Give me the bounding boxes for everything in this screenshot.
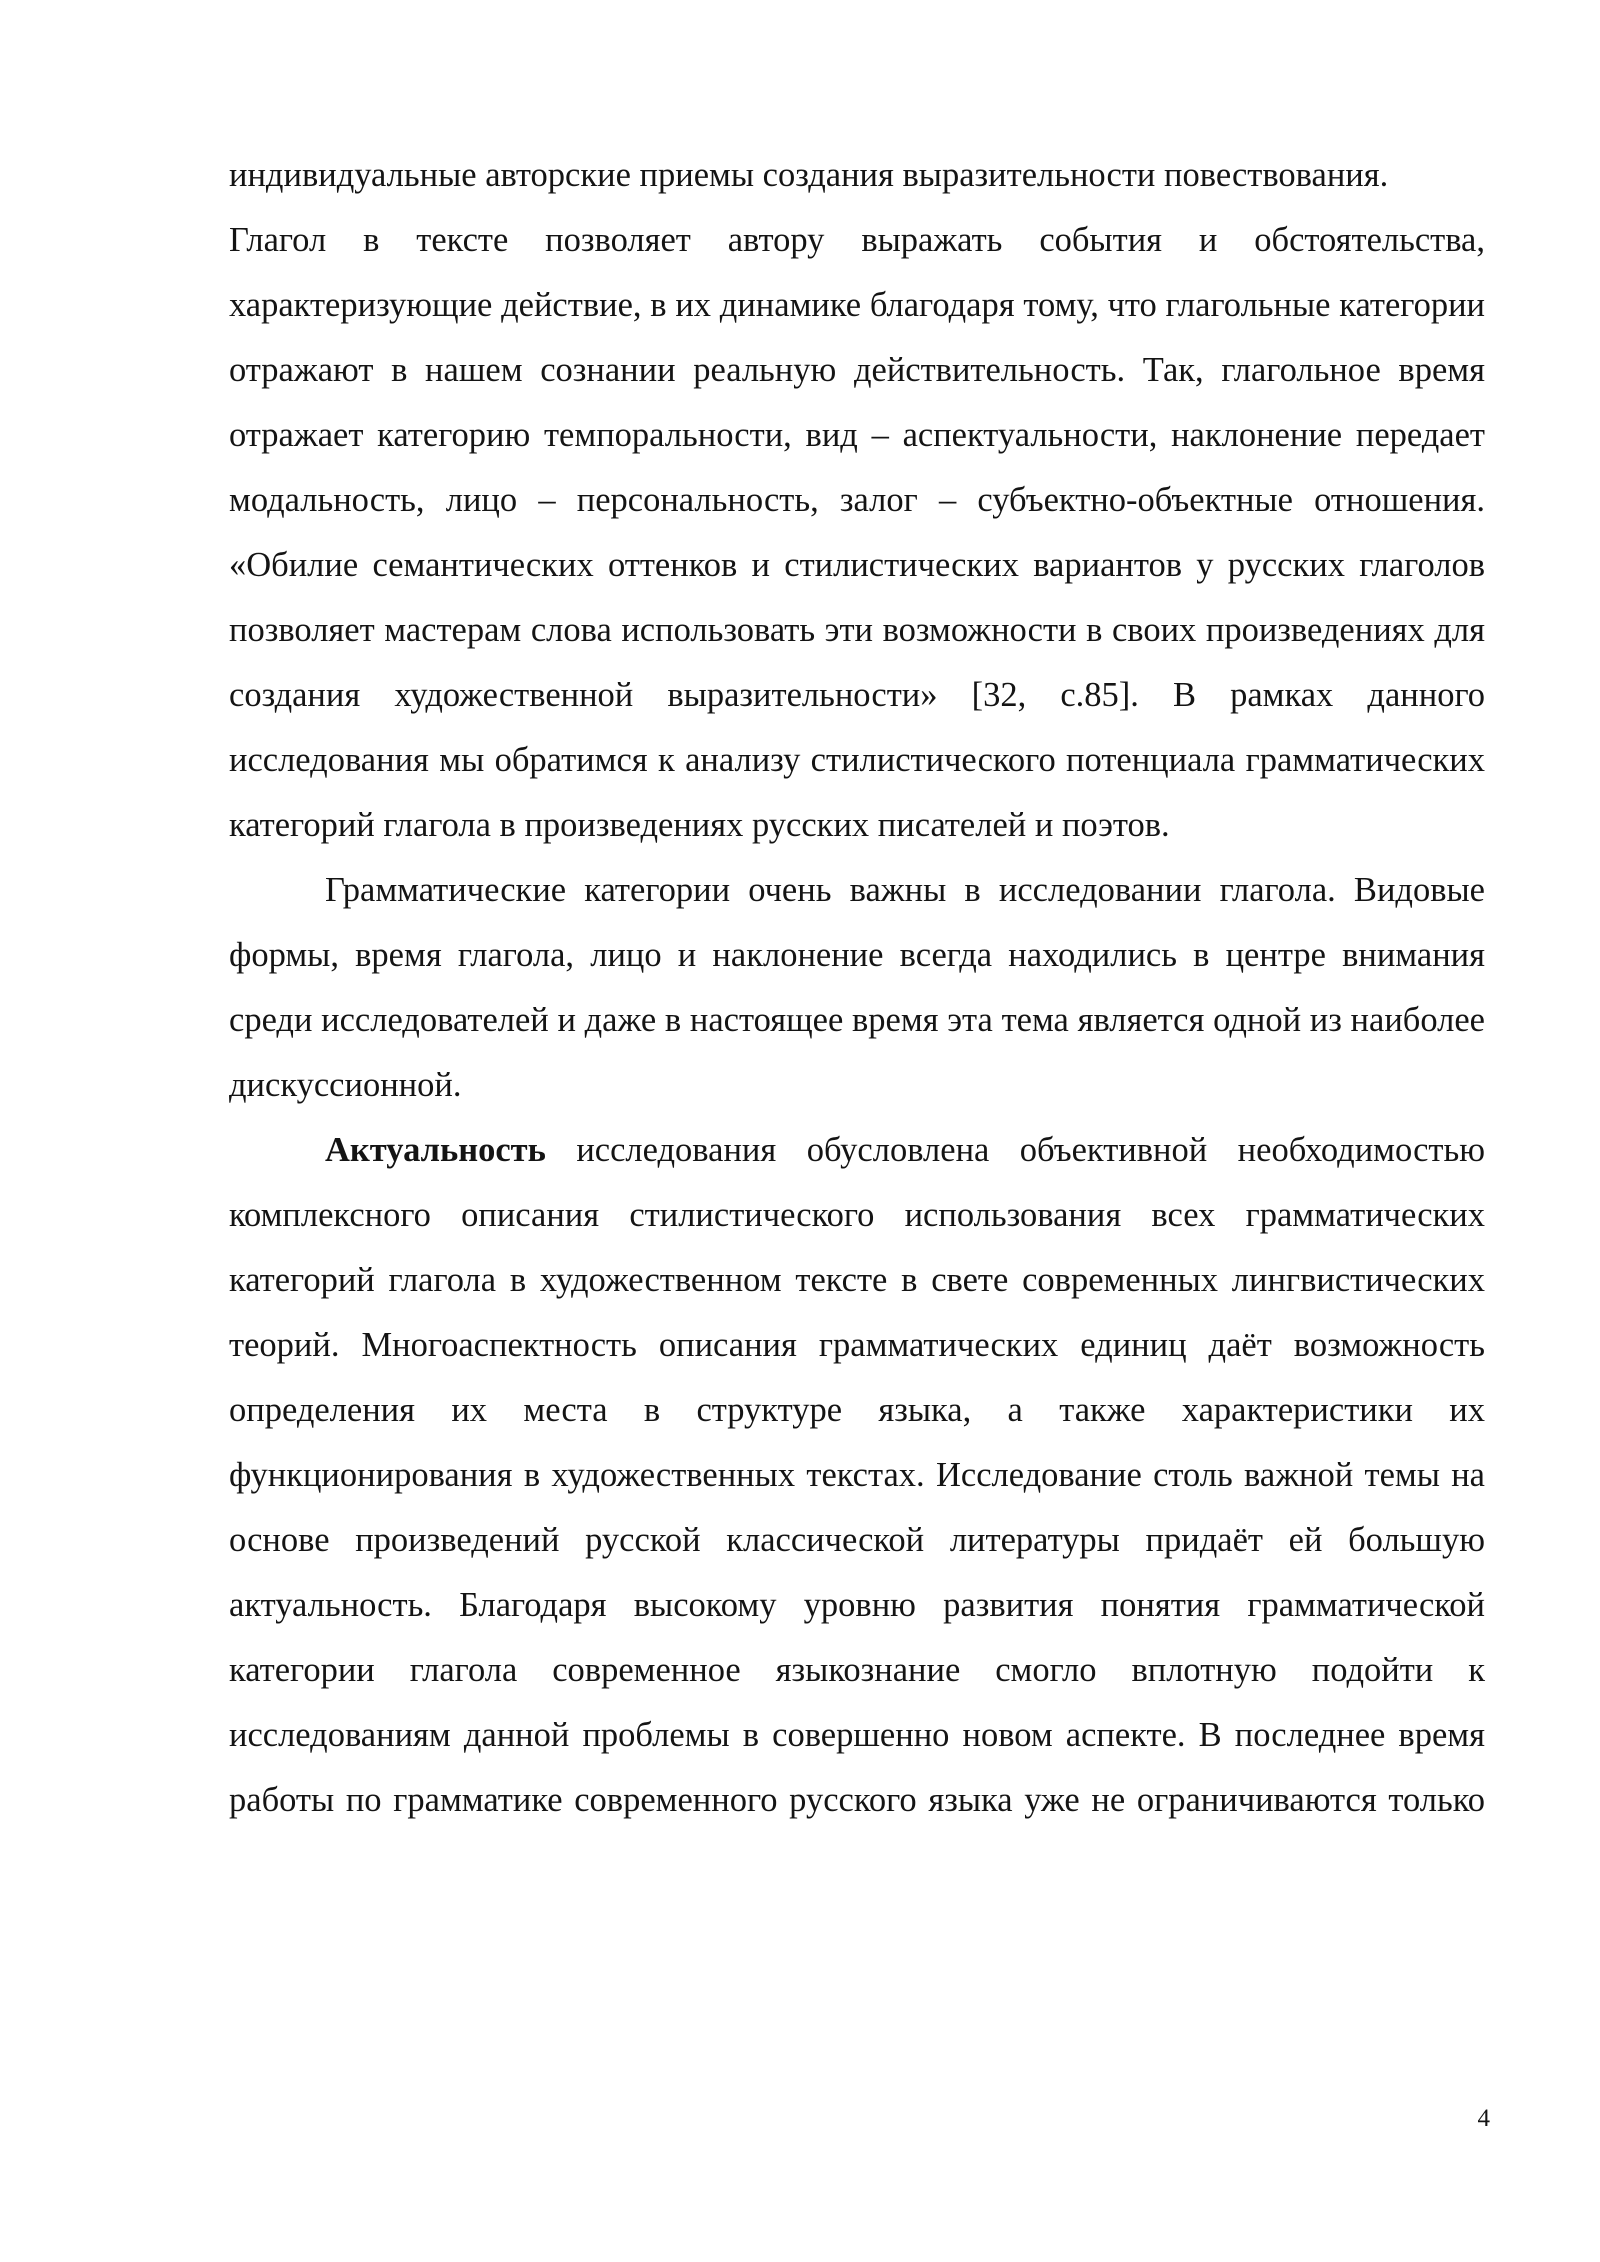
paragraph-grammatical-categories: Грамматические категории очень важны в исследовании глагола. Видовые формы, время глагола, лицо и наклонение всегда находились в центре внимания среди исследователей и даже в настоящее время эта тема является одной из наиболее дискуссионной. — [229, 871, 1485, 1104]
body-text — [229, 143, 1485, 1833]
relevance-heading: Актуальность — [325, 1131, 546, 1169]
paragraph-continuation: индивидуальные авторские приемы создания выразительности повествования. — [229, 156, 1389, 194]
relevance-text: исследования обусловлена объективной необходимостью комплексного описания стилистического использования всех грамматических категорий глагола в художественном тексте в свете современных лингвистических теорий. Многоаспектность описания грамматических единиц даёт возможность определения их места в структуре языка, а также характеристики их функционирования в художественных текстах. Исследование столь важной темы на основе произведений русской классической литературы придаёт ей большую актуальность. Благодаря высокому уровню развития понятия грамматической категории глагола современное языкознание смогло вплотную подойти к исследованиям данной проблемы в совершенно новом аспекте. В последнее время работы по грамматике современного русского языка уже не ограничиваются только — [229, 1131, 1485, 1819]
page-number: 4 — [1477, 2105, 1490, 2132]
paragraph-verb-in-text: Глагол в тексте позволяет автору выражать события и обстоятельства, характеризующие действие, в их динамике благодаря тому, что глагольные категории отражают в нашем сознании реальную действительность. Так, глагольное время отражает категорию темпоральности, вид – аспектуальности, наклонение передает модальность, лицо – персональность, залог – субъектно-объектные отношения. «Обилие семантических оттенков и стилистических вариантов у русских глаголов позволяет мастерам слова использовать эти возможности в своих произведениях для создания художественной выразительности» [32, с.85]. В рамках данного исследования мы обратимся к анализу стилистического потенциала грамматических категорий глагола в произведениях русских писателей и поэтов. — [229, 221, 1485, 844]
paragraph-relevance — [229, 1118, 1485, 1833]
